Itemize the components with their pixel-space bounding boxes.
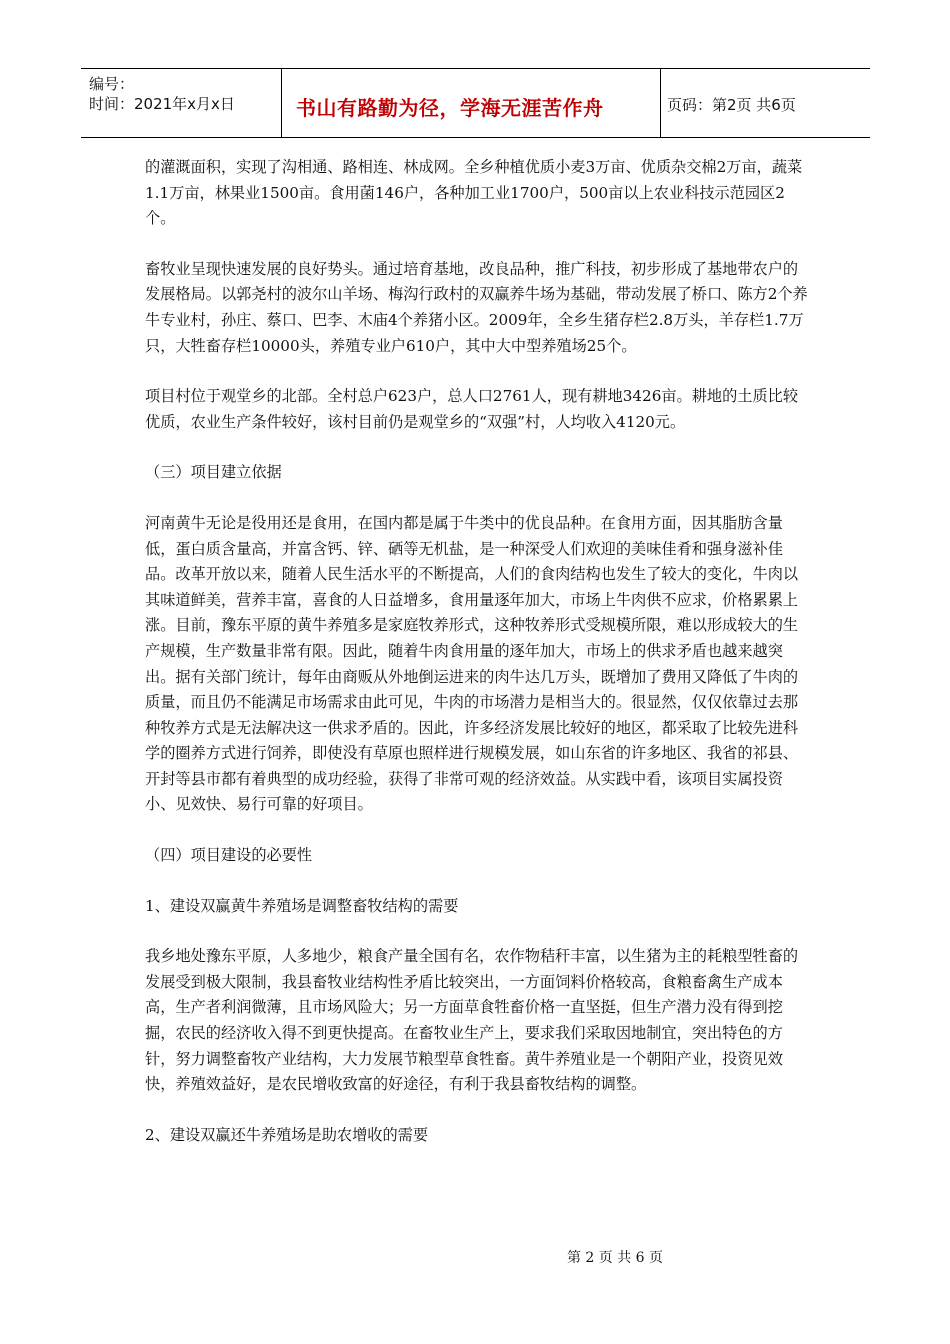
- time-label: 时间：2021年x月x日: [89, 95, 235, 113]
- footer-page-number: 第 2 页 共 6 页: [566, 1250, 664, 1266]
- paragraph-irrigation: 的灌溉面积，实现了沟相通、路相连、林成网。全乡种植优质小麦3万亩、优质杂交棉2万亩，蔬菜1.1万亩，林果业1500亩。食用菌146户，各种加工业1700户，500亩以上农业科技示范园区2个。: [145, 158, 803, 228]
- header-page-info: [661, 69, 870, 137]
- document-body: [145, 155, 813, 1148]
- section-heading-necessity: （四）项目建设的必要性: [145, 846, 313, 865]
- number-label: 编号：: [89, 75, 135, 93]
- page-info-text: 页码：第2页 共6页: [667, 96, 796, 114]
- subheading-structure: 1、建设双赢黄牛养殖场是调整畜牧结构的需要: [145, 896, 459, 915]
- paragraph-structure: 我乡地处豫东平原，人多地少，粮食产量全国有名，农作物秸秆丰富，以生猪为主的耗粮型牲畜的发展受到极大限制，我县畜牧业结构性矛盾比较突出，一方面饲料价格较高，食粮畜禽生产成本高，生产者利润微薄，且市场风险大；另一方面草食牲畜价格一直坚挺，但生产潜力没有得到挖掘，农民的经济收入得不到更快提高。在畜牧业生产上，要求我们采取因地制宜，突出特色的方针，努力调整畜牧产业结构，大力发展节粮型草食牲畜。黄牛养殖业是一个朝阳产业，投资见效快，养殖效益好，是农民增收致富的好途径，有利于我县畜牧结构的调整。: [145, 947, 799, 1094]
- paragraph-livestock: 畜牧业呈现快速发展的良好势头。通过培育基地，改良品种，推广科技，初步形成了基地带农户的发展格局。以郭尧村的波尔山羊场、梅沟行政村的双赢养牛场为基础，带动发展了桥口、陈方2个养牛专业村，孙庄、蔡口、巴李、木庙4个养猪小区。2009年，全乡生猪存栏2.8万头，羊存栏1.7万只，大牲畜存栏10000头，养殖专业户610户，其中大中型养殖场25个。: [145, 259, 808, 355]
- paragraph-project-village: 项目村位于观堂乡的北部。全村总户623户，总人口2761人，现有耕地3426亩。耕地的土质比较优质，农业生产条件较好，该村目前仍是观堂乡的“双强”村，人均收入4120元。: [145, 387, 799, 431]
- paragraph-basis: 河南黄牛无论是役用还是食用，在国内都是属于牛类中的优良品种。在食用方面，因其脂肪含量低，蛋白质含量高，并富含钙、锌、硒等无机盐，是一种深受人们欢迎的美味佳肴和强身滋补佳品。改革开放以来，随着人民生活水平的不断提高，人们的食肉结构也发生了较大的变化，牛肉以其味道鲜美，营养丰富，喜食的人日益增多，食用量逐年加大，市场上牛肉供不应求，价格累累上涨。目前，豫东平原的黄牛养殖多是家庭牧养形式，这种牧养形式受规模所限，难以形成较大的生产规模，生产数量非常有限。因此，随着牛肉食用量的逐年加大，市场上的供求矛盾也越来越突出。据有关部门统计，每年由商贩从外地倒运进来的肉牛达几万头，既增加了费用又降低了牛肉的质量，而且仍不能满足市场需求由此可见，牛肉的市场潜力是相当大的。很显然，仅仅依靠过去那种牧养方式是无法解决这一供求矛盾的。因此，许多经济发展比较好的地区，都采取了比较先进科学的圈养方式进行饲养，即使没有草原也照样进行规模发展，如山东省的许多地区、我省的祁县、开封等县市都有着典型的成功经验，获得了非常可观的经济效益。从实践中看，该项目实属投资小、见效快、易行可靠的好项目。: [145, 513, 799, 814]
- header-meta: [81, 69, 282, 137]
- section-heading-basis: （三）项目建立依据: [145, 463, 282, 482]
- motto-text: 书山有路勤为径，学海无涯苦作舟: [296, 96, 604, 120]
- header-motto: [282, 69, 661, 137]
- page-header: [81, 68, 870, 138]
- subheading-income: 2、建设双赢还牛养殖场是助农增收的需要: [145, 1125, 429, 1144]
- page-footer: [0, 1247, 950, 1267]
